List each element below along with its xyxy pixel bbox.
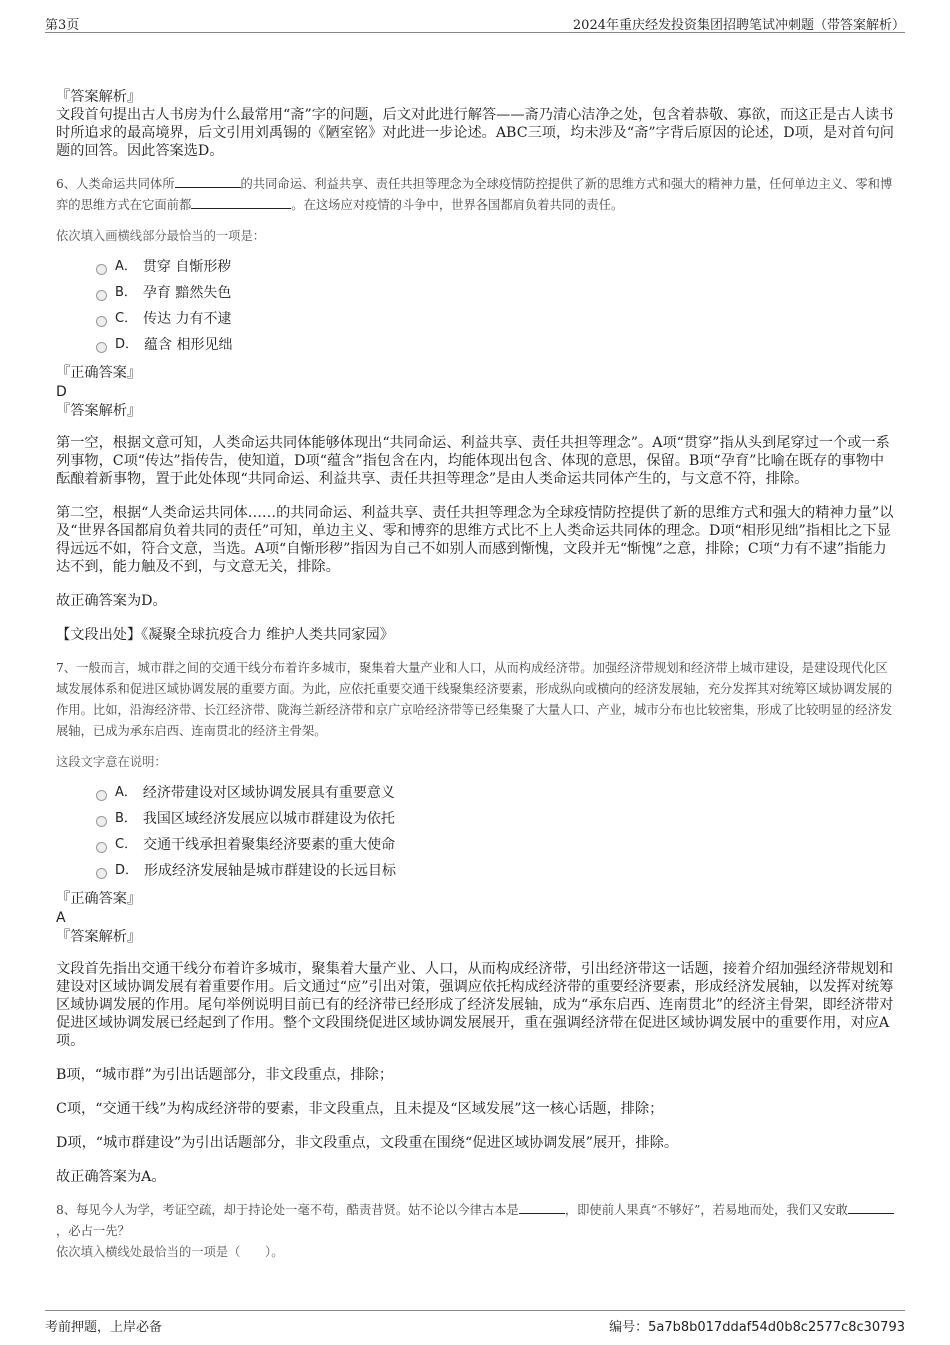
q6-question-text [56, 174, 896, 216]
option-letter: B． [115, 285, 137, 300]
q7-option-d[interactable] [96, 858, 896, 884]
radio-icon[interactable] [96, 790, 107, 801]
code-value: 5a7b8b017ddaf54d0b8c2577c8c30793 [648, 1320, 905, 1335]
q6-analysis-p2: 第二空，根据“人类命运共同体……的共同命运、利益共享、责任共担等理念为全球疫情防控提供了新的思维方式和强大的精神力量”以及“世界各国都肩负着共同的责任”可知，单边主义、零和博弈的思维方式比不上人类命运共同体的理念。D项“相形见绌”指相比之下显得远远不如，符合文意，当选。A项“自惭形秽”指因为自己不如别人而感到惭愧，文段并无“惭愧”之意，排除；C项“力有不逮”指能力达不到，能力触及不到，与文意无关，排除。 [56, 505, 894, 575]
q8-text-part-a: 8、每见今人为学，考证空疏，却于持论处一毫不苟，酷责昔贤。姑不论以今律古本是 [56, 1203, 519, 1217]
q7-option-a[interactable] [96, 780, 896, 806]
option-letter: A． [115, 785, 137, 800]
q8-question-text [56, 1200, 896, 1242]
option-letter: D． [115, 863, 139, 878]
q6-option-c[interactable] [96, 306, 896, 332]
q7-analysis-p4: D项，“城市群建设”为引出话题部分，非文段重点，文段重在围绕“促进区域协调发展”展开，排除。 [56, 1135, 679, 1151]
document-code [609, 1316, 905, 1335]
q5-analysis-label: 『答案解析』 [56, 89, 142, 105]
main-content [56, 88, 896, 1260]
q7-analysis-conclusion: 故正确答案为A。 [56, 1169, 166, 1185]
option-text: 传达 力有不逮 [143, 311, 232, 327]
q6-correct-answer: D [56, 384, 67, 400]
option-letter: D． [115, 337, 139, 352]
option-text: 孕育 黯然失色 [142, 285, 232, 301]
q7-options [56, 780, 896, 884]
option-text: 交通干线承担着聚集经济要素的重大使命 [143, 837, 396, 853]
radio-icon[interactable] [96, 342, 107, 353]
option-text: 我国区域经济发展应以城市群建设为依托 [142, 811, 395, 827]
radio-icon[interactable] [96, 816, 107, 827]
radio-icon[interactable] [96, 290, 107, 301]
q7-option-c[interactable] [96, 832, 896, 858]
q8-text-part-c: ，必占一先？ [56, 1224, 130, 1238]
q7-question-text: 7、一般而言，城市群之间的交通干线分布着许多城市，聚集着大量产业和人口，从而构成经济带。加强经济带规划和经济带上城市建设，是建设现代化区域发展体系和促进区域协调发展的重要方面。为此，应依托重要交通干线聚集经济要素，形成纵向或横向的经济发展轴，充分发挥其对统筹区域协调发展的作用。比如，沿海经济带、长江经济带、陇海兰新经济带和京广京哈经济带等已经集聚了大量人口、产业，城市分布也比较密集，形成了比较明显的经济发展轴，已成为承东启西、连南贯北的经济主骨架。 [56, 661, 893, 738]
q6-option-a[interactable] [96, 254, 896, 280]
q8-prompt: 依次填入横线处最恰当的一项是（ ）。 [56, 1245, 284, 1259]
option-letter: C． [115, 837, 138, 852]
option-text: 蕴含 相形见绌 [144, 337, 233, 353]
q6-text-part-a: 6、人类命运共同体所 [56, 177, 175, 191]
q7-analysis-p1: 文段首先指出交通干线分布着许多城市，聚集着大量产业、人口，从而构成经济带，引出经济带这一话题，接着介绍加强经济带规划和建设对区域协调发展有着重要作用。后文通过“应”引出对策，强调应依托构成经济带的重要经济要素，形成经济发展轴，以发挥对统筹区域协调发展的作用。尾句举例说明目前已有的经济带已经形成了经济发展轴，成为“承东启西、连南贯北”的经济主骨架，即经济带对促进区域协调发展已经起到了作用。整个文段围绕促进区域协调发展展开，重在强调经济带在促进区域协调发展中的重要作用，对应A项。 [56, 961, 894, 1049]
q6-correct-label: 『正确答案』 [56, 365, 142, 381]
q5-analysis-text: 文段首句提出古人书房为什么最常用“斋”字的问题，后文对此进行解答——斋乃清心洁净之处，包含着恭敬、寡欲，而这正是古人读书时所追求的最高境界，后文引用刘禹锡的《陋室铭》对此进一步论述。ABC三项，均未涉及“斋”字背后原因的论述，D项，是对首句问题的回答。因此答案选D。 [56, 107, 894, 159]
option-letter: A． [115, 259, 137, 274]
document-title: 2024年重庆经发投资集团招聘笔试冲刺题（带答案解析） [572, 18, 905, 33]
q7-option-b[interactable] [96, 806, 896, 832]
q8-blank-2 [848, 1201, 894, 1214]
page-footer [45, 1310, 905, 1333]
option-text: 贯穿 自惭形秽 [142, 259, 232, 275]
q7-analysis-label: 『答案解析』 [56, 929, 142, 945]
q6-source: 【文段出处】《凝聚全球抗疫合力 维护人类共同家园》 [56, 627, 394, 643]
q6-prompt: 依次填入画横线部分最恰当的一项是： [56, 229, 266, 243]
radio-icon[interactable] [96, 868, 107, 879]
q6-analysis-p1: 第一空，根据文意可知，人类命运共同体能够体现出“共同命运、利益共享、责任共担等理念”。A项“贯穿”指从头到尾穿过一个或一系列事物，C项“传达”指传告，使知道，D项“蕴含”指包含在内，均能体现出包含、体现的意思，保留。B项“孕育”比喻在既存的事物中酝酿着新事物，置于此处体现“共同命运、利益共享、责任共担等理念”是由人类命运共同体产生的，与文意不符，排除。 [56, 435, 890, 487]
q7-correct-answer: A [56, 910, 66, 926]
option-letter: C． [115, 311, 138, 326]
radio-icon[interactable] [96, 316, 107, 327]
page-number: 第3页 [45, 18, 80, 33]
q8-text-part-b: ，即使前人果真“不够好”，若易地而处，我们又安敢 [564, 1203, 848, 1217]
option-text: 经济带建设对区域协调发展具有重要意义 [142, 785, 395, 801]
q7-analysis-p2: B项，“城市群”为引出话题部分，非文段重点，排除； [56, 1067, 394, 1083]
radio-icon[interactable] [96, 264, 107, 275]
q6-analysis-conclusion: 故正确答案为D。 [56, 593, 167, 609]
q6-text-part-b: 的共同命运、利益共享、责任共担等理念为全球疫情防控提供了新的思维方式和强大的精神力量，任何单边主义、零和博弈的思维方式在它面前都 [56, 177, 893, 212]
q6-options [56, 254, 896, 358]
q7-prompt: 这段文字意在说明： [56, 755, 167, 769]
q6-option-b[interactable] [96, 280, 896, 306]
q8-blank-1 [519, 1201, 565, 1214]
q6-blank-2 [191, 196, 291, 209]
q7-analysis-p3: C项，“交通干线”为构成经济带的要素，非文段重点，且未提及“区域发展”这一核心话题，排除； [56, 1101, 664, 1117]
option-letter: B． [115, 811, 137, 826]
q6-blank-1 [175, 175, 241, 188]
option-text: 形成经济发展轴是城市群建设的长远目标 [144, 863, 397, 879]
radio-icon[interactable] [96, 842, 107, 853]
code-label: 编号： [609, 1320, 649, 1335]
q6-text-part-c: 。在这场应对疫情的斗争中，世界各国都肩负着共同的责任。 [291, 198, 624, 212]
page-header [45, 12, 905, 33]
q6-option-d[interactable] [96, 332, 896, 358]
q6-analysis-label: 『答案解析』 [56, 403, 142, 419]
q7-correct-label: 『正确答案』 [56, 891, 142, 907]
footer-slogan: 考前押题，上岸必备 [45, 1320, 163, 1335]
